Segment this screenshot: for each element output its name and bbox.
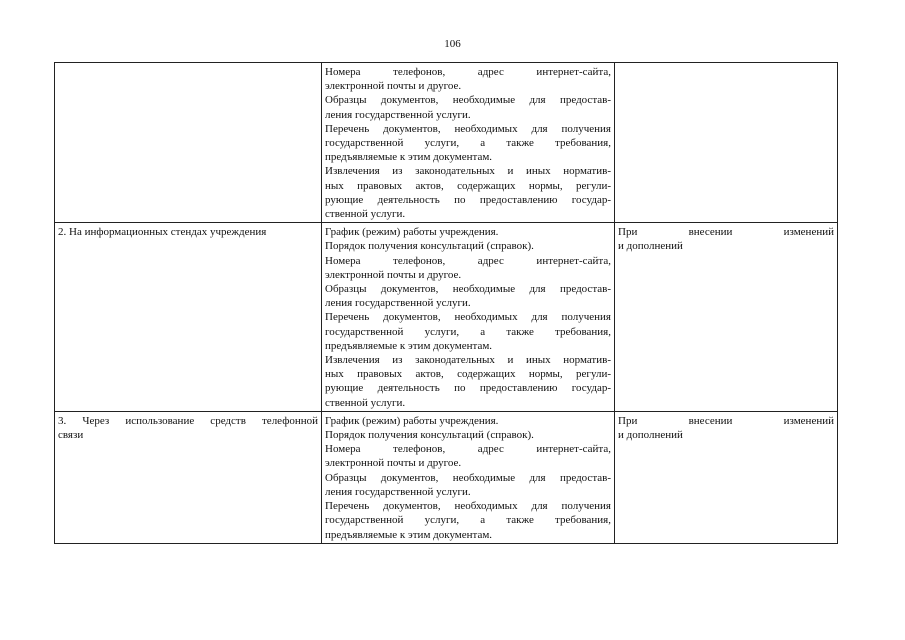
- content-cell: [322, 411, 615, 543]
- frequency-cell: [615, 411, 838, 543]
- content-cell: [322, 223, 615, 412]
- text-line: и дополнений: [618, 429, 683, 442]
- text-line: электронной почты и другое.: [325, 268, 462, 281]
- text-line: ных правовых актов, содержащих нормы, регули-: [325, 368, 611, 381]
- text-line: Образцы документов, необходимые для предостав-: [325, 283, 611, 296]
- text-line: электронной почты и другое.: [325, 457, 462, 470]
- text-line: Образцы документов, необходимые для предостав-: [325, 94, 611, 107]
- text-line: Извлечения из законодательных и иных норматив-: [325, 354, 611, 367]
- frequency-cell: [615, 63, 838, 223]
- text-line: рующие деятельность по предоставлению государ-: [325, 382, 611, 395]
- text-line: государственной услуги, а также требования,: [325, 514, 611, 527]
- page-number: 106: [444, 38, 461, 50]
- method-cell: [55, 63, 322, 223]
- text-line: электронной почты и другое.: [325, 80, 462, 93]
- frequency-cell: [615, 223, 838, 412]
- text-line: ления государственной услуги.: [325, 485, 471, 498]
- text-line: Порядок получения консультаций (справок).: [325, 240, 534, 253]
- text-line: связи: [58, 429, 84, 442]
- text-line: Перечень документов, необходимых для получения: [325, 500, 611, 513]
- text-line: и дополнений: [618, 240, 683, 253]
- text-line: При внесении изменений: [618, 414, 834, 427]
- text-line: предъявляемые к этим документам.: [325, 151, 493, 164]
- text-line: Номера телефонов, адрес интернет-сайта,: [325, 254, 611, 267]
- text-line: Номера телефонов, адрес интернет-сайта,: [325, 443, 611, 456]
- text-line: ления государственной услуги.: [325, 108, 471, 121]
- text-line: ственной услуги.: [325, 396, 406, 409]
- table-row: [55, 223, 838, 412]
- text-line: государственной услуги, а также требования,: [325, 137, 611, 150]
- text-line: 2. На информационных стендах учреждения: [58, 226, 267, 239]
- method-cell: [55, 223, 322, 412]
- text-line: государственной услуги, а также требования,: [325, 325, 611, 338]
- text-line: предъявляемые к этим документам.: [325, 528, 493, 541]
- text-line: Порядок получения консультаций (справок).: [325, 429, 534, 442]
- text-line: График (режим) работы учреждения.: [325, 226, 499, 239]
- method-cell: [55, 411, 322, 543]
- text-line: Извлечения из законодательных и иных норматив-: [325, 165, 611, 178]
- text-line: ления государственной услуги.: [325, 297, 471, 310]
- information-table: [54, 62, 838, 544]
- text-line: При внесении изменений: [618, 226, 834, 239]
- text-line: ственной услуги.: [325, 208, 406, 221]
- content-cell: [322, 63, 615, 223]
- text-line: 3. Через использование средств телефонной: [58, 414, 318, 427]
- table-row: [55, 411, 838, 543]
- text-line: ных правовых актов, содержащих нормы, регули-: [325, 179, 611, 192]
- text-line: График (режим) работы учреждения.: [325, 414, 499, 427]
- text-line: рующие деятельность по предоставлению государ-: [325, 193, 611, 206]
- text-line: предъявляемые к этим документам.: [325, 339, 493, 352]
- text-line: Перечень документов, необходимых для получения: [325, 311, 611, 324]
- text-line: Перечень документов, необходимых для получения: [325, 122, 611, 135]
- table-row: [55, 63, 838, 223]
- text-line: Образцы документов, необходимые для предостав-: [325, 471, 611, 484]
- text-line: Номера телефонов, адрес интернет-сайта,: [325, 66, 611, 78]
